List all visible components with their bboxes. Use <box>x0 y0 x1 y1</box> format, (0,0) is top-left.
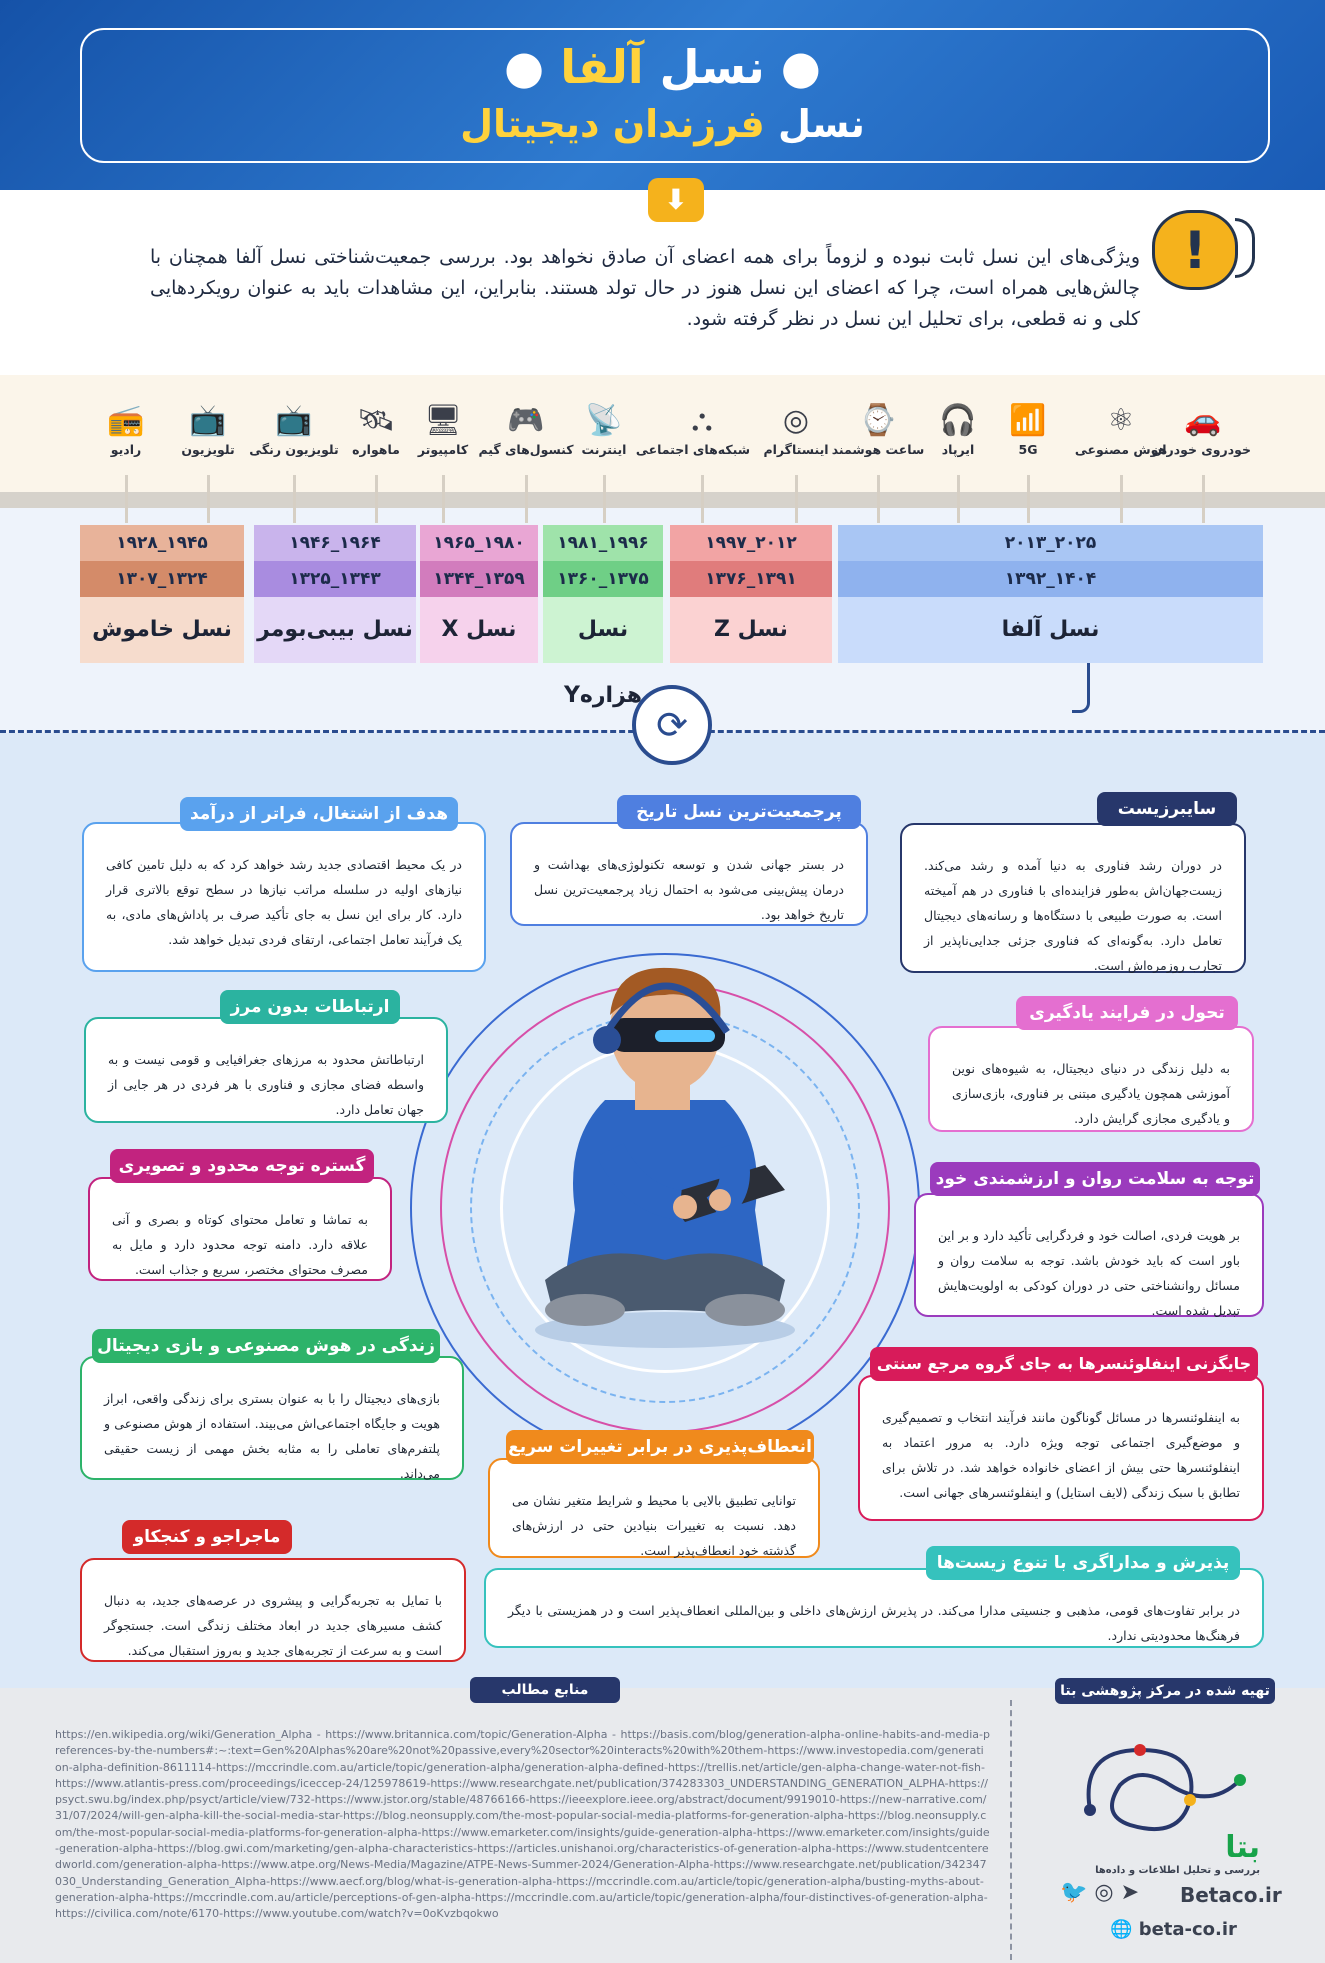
ai-icon: ⚛ <box>1107 403 1135 438</box>
tech-item <box>1151 400 1251 457</box>
generation-block <box>670 525 832 663</box>
instagram-icon[interactable]: ◎ <box>1094 1880 1114 1905</box>
sources-label: منابع مطالب <box>470 1677 620 1703</box>
generation-block <box>838 525 1263 663</box>
card-title-flexibility: انعطاف‌پذیری در برابر تغییرات سریع <box>506 1430 814 1464</box>
intro-text: ویژگی‌های این نسل ثابت نبوده و لزوماً برای همه اعضای آن صادق نخواهد بود. بررسی جمعیت‌شناختی نسل آلفا همچنان با چالش‌هایی همراه است، چرا که اعضای این نسل هنوز در حال تولد هستند. بنابراین، این مشاهدات باید به عنوان رویکردهایی کلی و نه قطعی، برای تحلیل این نسل در نظر گرفته شود. <box>150 246 1140 330</box>
telegram-icon[interactable]: ➤ <box>1120 1880 1140 1905</box>
tech-item <box>246 400 342 457</box>
generation-name: نسل آلفا <box>838 597 1263 663</box>
card-text: توانایی تطبیق بالایی با محیط و شرایط متغیر نشان می دهد. نسبت به تغییرات بنیادین حتی در ارزش‌های گذشته خود انعطاف‌پذیر است. <box>512 1493 796 1558</box>
generation-block <box>543 525 663 708</box>
tech-tick <box>293 475 296 523</box>
card-text: بازی‌های دیجیتال را با به عنوان بستری برای زندگی واقعی، ابراز هویت و جایگاه اجتماعی‌اش می‌بیند. استفاده از هوش مصنوعی و پلتفرم‌های تعاملی را به مثابه بخش مهمی از زیست حقیقی می‌داند. <box>104 1391 440 1481</box>
tech-label: 5G <box>1018 442 1038 457</box>
tv-icon: 📺 <box>189 403 227 438</box>
card-employment <box>82 822 486 972</box>
generation-name: نسل هزاره‌Y <box>543 597 663 663</box>
card-title-cyber: سایبرزیست <box>1097 792 1237 826</box>
instagram-icon: ◎ <box>782 403 810 438</box>
tech-item <box>328 400 424 457</box>
generation-solar-years: ۱۳۶۰_۱۳۷۵ <box>543 561 663 597</box>
warning-icon: ! <box>1152 210 1238 290</box>
generation-gregorian-years: ۲۰۱۳_۲۰۲۵ <box>838 525 1263 561</box>
website-link-1[interactable]: Betaco.ir <box>1180 1883 1282 1907</box>
website-link-2-text: beta-co.ir <box>1138 1919 1237 1940</box>
tech-tick <box>701 475 704 523</box>
tech-item <box>478 400 574 457</box>
card-text: به اینفلوئنسرها در مسائل گوناگون مانند فرآیند انتخاب و تصمیم‌گیری و موضع‌گیری اجتماعی توجه ویژه دارد. به مرور اعتماد به اینفلوئنسرها حتی بیش از اعضای خانواده خواهد شد. در تلاش برای تطابق با سبک زندگی (لایف استایل) و اینفلوئنسرهای جهانی است. <box>882 1410 1240 1500</box>
card-text: در یک محیط اقتصادی جدید رشد خواهد کرد که به دلیل تامین کافی نیازهای اولیه در سلسله مراتب نیازها در سطح توقع بالاتری قرار دارد. کار برای این نسل به جای تأکید صرف بر پاداش‌های مادی، به یک فرآیند تعامل اجتماعی، ارتقای فردی تبدیل خواهد شد. <box>106 857 462 947</box>
tech-label: اینستاگرام <box>763 442 829 457</box>
card-adventure <box>80 1558 466 1662</box>
card-title-employment: هدف از اشتغال، فراتر از درآمد <box>180 797 458 831</box>
generation-gregorian-years: ۱۹۸۱_۱۹۹۶ <box>543 525 663 561</box>
card-mental <box>914 1193 1264 1317</box>
card-text: ارتباطاتش محدود به مرزهای جغرافیایی و قومی نیست و به واسطه فضای مجازی و فناوری با هر فردی در هر جایی از جهان تعامل دارد. <box>108 1052 424 1117</box>
generation-block <box>254 525 416 663</box>
timeline-connector <box>1072 663 1090 713</box>
card-title-ai-life: زندگی در هوش مصنوعی و بازی دیجیتال <box>92 1329 440 1363</box>
generation-name: نسل بیبی‌بومر <box>254 597 416 663</box>
card-title-populous: پرجمعیت‌ترین نسل تاریخ <box>617 795 861 829</box>
brand-block <box>1070 1830 1260 1876</box>
satellite-icon: 🛰 <box>356 403 396 438</box>
card-text: بر هویت فردی، اصالت خود و فردگرایی تأکید دارد و بر این باور است که باید خودش باشد. توجه به سلامت روان و مسائل روانشناختی حتی در دوران کودکی به اولویت‌هایش تبدیل شده است. <box>938 1228 1240 1318</box>
social-icons <box>1060 1880 1139 1905</box>
card-title-mental: توجه به سلامت روان و ارزشمندی خود <box>930 1162 1260 1196</box>
card-populous <box>510 822 868 926</box>
card-attention <box>88 1177 392 1281</box>
tech-label: تلویزیون رنگی <box>249 442 339 457</box>
generation-gregorian-years: ۱۹۹۷_۲۰۱۲ <box>670 525 832 561</box>
tech-tick <box>795 475 798 523</box>
tech-item <box>830 400 926 457</box>
generation-gregorian-years: ۱۹۴۶_۱۹۶۴ <box>254 525 416 561</box>
airpods-icon: 🎧 <box>939 403 977 438</box>
card-cyber <box>900 823 1246 973</box>
tech-label: کنسول‌های گیم <box>478 442 574 457</box>
color-tv-icon: 📺 <box>275 403 313 438</box>
card-diversity <box>484 1568 1264 1648</box>
down-arrow-icon: ⬇ <box>648 178 704 222</box>
card-borderless <box>84 1017 448 1123</box>
tech-label: خودروی خودران <box>1151 442 1251 457</box>
tech-label: اینترنت <box>581 442 627 457</box>
card-text: در برابر تفاوت‌های قومی، مذهبی و جنسیتی مدارا می‌کند. در پذیرش ارزش‌های داخلی و بین‌المللی انعطاف‌پذیر است و در همزیستی با دیگر فرهنگ‌ها محدودیتی ندارد. <box>508 1603 1240 1643</box>
tech-tick <box>525 475 528 523</box>
card-influencers <box>858 1375 1264 1521</box>
tech-label: تلویزیون <box>181 442 235 457</box>
brand-tagline: بررسی و تحلیل اطلاعات و داده‌ها <box>1095 1865 1260 1876</box>
tech-item <box>160 400 256 457</box>
generation-solar-years: ۱۳۹۲_۱۴۰۴ <box>838 561 1263 597</box>
tech-label: کامپیوتر <box>417 442 469 457</box>
sources-list: https://en.wikipedia.org/wiki/Generation_Alpha - https://www.britannica.com/topic/Generation-Alpha - https://basis.com/blog/generation-alpha-online-habits-and-media-preferences-by-the-numbers#:~:text=Gen%20Alphas%20are%20not%20passive,every%20sector%20interacts%20with%20them-https://www.investopedia.com/generation-alpha-definition-8611114-https://mccrindle.com.au/article/topic/generation-alpha/generation-alpha-defined-https://trellis.net/article/gen-alpha-change-water-not-fish-https://www.atlantis-press.com/proceedings/iceccep-24/125978619-https://www.researchgate.net/publication/374283303_UNDERSTANDING_GENERATION_ALPHA-https://psyct.swu.bg/index.php/psyct/article/view/732-https://www.jstor.org/stable/48766166-https://ieeexplore.ieee.org/abstract/document/9919010-https://new-narrative.com/31/07/2024/will-gen-alpha-kill-the-social-media-star-https://blog.neonsupply.com/the-most-popular-social-media-platforms-for-generation-alpha-https://blog.neonsupply.com/the-most-popular-social-media-platforms-for-generation-alpha-https://www.emarketer.com/insights/guide-generation-alpha-https://www.emarketer.com/insights/guide-generation-alpha-https://blog.gwi.com/marketing/gen-alpha-characteristics-https://articles.unishanoi.org/characteristics-of-generation-alpha-https://www.studentcenteredworld.com/generation-alpha-https://www.atpe.org/News-Media/Magazine/ATPE-News-Summer-2024/Generation-Alpha-https://www.researchgate.net/publication/342347030_Understanding_Generation_Alpha-https://www.aecf.org/blog/what-is-generation-alpha-https://mccrindle.com.au/article/topic/generation-alpha/busting-myths-about-generation-alpha-https://mccrindle.com.au/article/perceptions-of-gen-alpha-https://mccrindle.com.au/article/topic/generation-alpha/four-distinctives-of-generation-alpha-https://civilica.com/note/6170-https://www.youtube.com/watch?v=0oKvzbqokwo <box>55 1728 990 1921</box>
generation-solar-years: ۱۳۷۶_۱۳۹۱ <box>670 561 832 597</box>
twitter-icon[interactable]: 🐦 <box>1060 1880 1088 1905</box>
tech-label: رادیو <box>110 442 142 457</box>
tech-tick <box>207 475 210 523</box>
tech-item <box>748 400 844 457</box>
signal-icon: 📶 <box>1009 403 1047 438</box>
page-title: ● نسل آلفا ● <box>504 40 821 94</box>
band-divider <box>0 492 1325 508</box>
tech-item <box>1073 400 1169 457</box>
made-by-label: تهیه شده در مرکز پژوهشی بتا <box>1055 1678 1275 1704</box>
tech-tick <box>957 475 960 523</box>
tech-tick <box>125 475 128 523</box>
website-link-2[interactable]: 🌐 beta-co.ir <box>1110 1919 1237 1940</box>
generation-name: نسل Z <box>670 597 832 663</box>
card-title-influencers: جایگزنی اینفلوئنسرها به جای گروه مرجع سنتی <box>870 1347 1258 1381</box>
card-flexibility <box>488 1458 820 1558</box>
generation-name: نسل X <box>420 597 538 663</box>
smartwatch-icon: ⌚ <box>859 403 897 438</box>
tech-label: هوش مصنوعی <box>1074 442 1168 457</box>
social-network-icon: ⛬ <box>691 403 713 438</box>
generation-block <box>420 525 538 663</box>
card-ai-life <box>80 1356 464 1480</box>
generation-gregorian-years: ۱۹۲۸_۱۹۴۵ <box>80 525 244 561</box>
radio-icon: 📻 <box>107 403 145 438</box>
tech-tick <box>375 475 378 523</box>
tech-label: ساعت هوشمند <box>831 442 925 457</box>
card-text: با تمایل به تجربه‌گرایی و پیشروی در عرصه‌های جدید، به دنبال کشف مسیرهای جدید در ابعاد مختلف زندگی است. جستجوگر است و به سرعت از تجربه‌های جدید و به‌روز استقبال می‌کند. <box>104 1593 442 1658</box>
card-text: به تماشا و تعامل محتوای کوتاه و بصری و آنی علاقه دارد. دامنه توجه محدود دارد و مایل به مصرف محتوای مختصر، سریع و جذاب است. <box>112 1212 368 1277</box>
generation-block <box>80 525 244 663</box>
generation-gregorian-years: ۱۹۶۵_۱۹۸۰ <box>420 525 538 561</box>
tech-tick <box>877 475 880 523</box>
tech-label: شبکه‌های اجتماعی <box>635 442 750 457</box>
card-title-diversity: پذیرش و مداراگری با تنوع زیست‌ها <box>926 1546 1240 1580</box>
generation-solar-years: ۱۳۲۵_۱۳۴۳ <box>254 561 416 597</box>
header-banner <box>0 0 1325 190</box>
cycle-icon: ⟳ <box>632 685 712 765</box>
tech-item <box>635 400 750 457</box>
generation-solar-years: ۱۳۴۴_۱۳۵۹ <box>420 561 538 597</box>
tech-label: ایرپاد <box>941 442 975 457</box>
tech-tick <box>1202 475 1205 523</box>
tech-tick <box>1120 475 1123 523</box>
footer-divider <box>1010 1700 1012 1960</box>
tech-tick <box>442 475 445 523</box>
card-text: در بستر جهانی شدن و توسعه تکنولوژی‌های بهداشت و درمان پیش‌بینی می‌شود به احتمال زیاد پرجمعیت‌ترین نسل تاریخ خواهد بود. <box>534 857 844 922</box>
tech-tick <box>1027 475 1030 523</box>
card-title-learning: تحول در فرایند یادگیری <box>1016 996 1238 1030</box>
child-with-tablet-illustration <box>515 960 815 1350</box>
computer-icon: 🖥 <box>423 403 463 438</box>
gamepad-icon: 🎮 <box>507 403 545 438</box>
card-text: در دوران رشد فناوری به دنیا آمده و رشد می‌کند. زیست‌جهان‌اش به‌طور فزاینده‌ای با فناوری در هم آمیخته است. به صورت طبیعی با دستگاه‌ها و رسانه‌های دیجیتال تعامل دارد. به‌گونه‌ای که فناوری جزئی جدایی‌ناپذیر از تجارب روزمره‌اش است. <box>924 858 1222 973</box>
card-title-adventure: ماجراجو و کنجکاو <box>122 1520 292 1554</box>
generation-solar-years: ۱۳۰۷_۱۳۲۴ <box>80 561 244 597</box>
router-icon: 📡 <box>585 403 623 438</box>
card-text: به دلیل زندگی در دنیای دیجیتال، به شیوه‌های نوین آموزشی همچون یادگیری مبتنی بر فناوری، بازی‌سازی و یادگیری مجازی گرایش دارد. <box>952 1061 1230 1126</box>
tech-item <box>78 400 174 457</box>
card-title-borderless: ارتباطات بدون مرز <box>220 990 400 1024</box>
card-learning <box>928 1026 1254 1132</box>
brand-name: بتا <box>1225 1830 1260 1865</box>
generation-name: نسل خاموش <box>80 597 244 663</box>
card-title-attention: گستره توجه محدود و تصویری <box>110 1149 374 1183</box>
tech-tick <box>603 475 606 523</box>
tech-label: ماهواره <box>352 442 400 457</box>
page-subtitle: نسل فرزندان دیجیتال <box>460 102 865 146</box>
car-icon: 🚗 <box>1184 403 1222 438</box>
